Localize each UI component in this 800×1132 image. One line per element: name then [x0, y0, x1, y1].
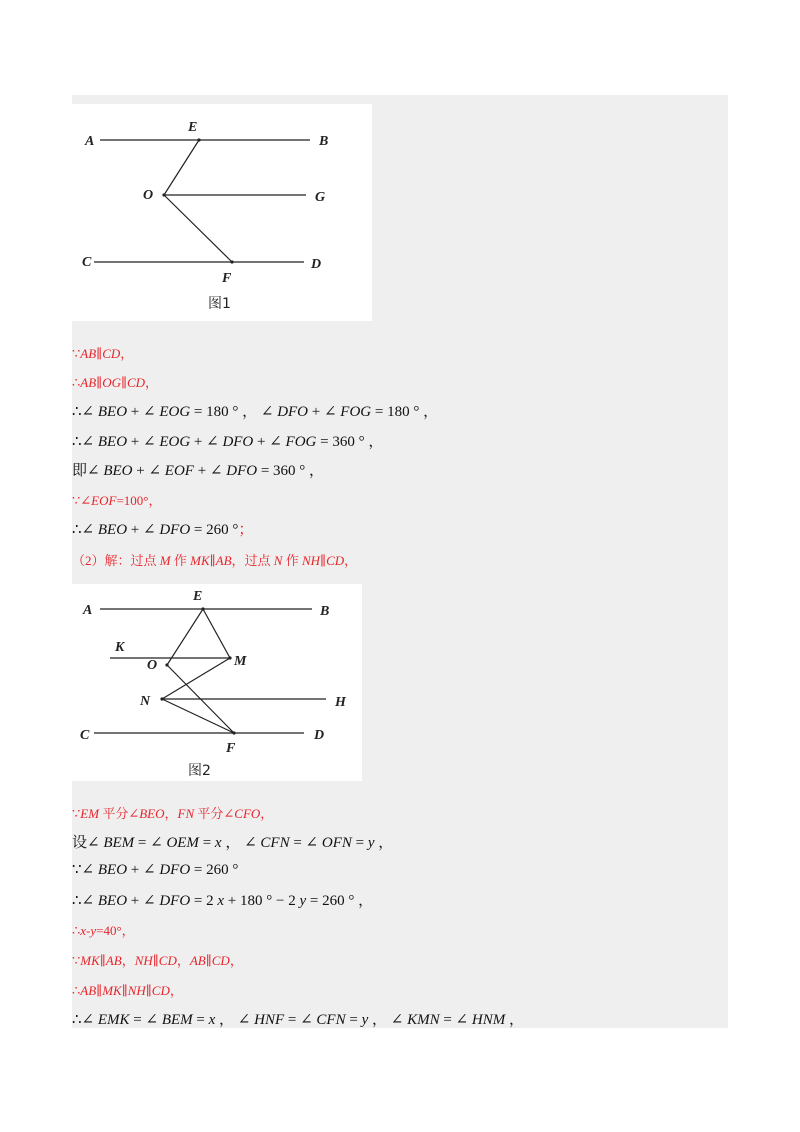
point-e — [197, 138, 200, 141]
solution-line-4: ∴∠ BEO + ∠ EOG + ∠ DFO + ∠ FOG = 360 ° ， — [72, 434, 384, 450]
label-k: K — [115, 640, 125, 655]
label-e: E — [193, 589, 203, 604]
label-h: H — [335, 695, 346, 710]
label-b: B — [319, 134, 329, 149]
solution-line-12: ∴∠ BEO + ∠ DFO = 2 x + 180 ° − 2 y = 260 ° ， — [72, 893, 374, 909]
solution-line-3: ∴∠ BEO + ∠ EOG = 180 ° ， ∠ DFO + ∠ FOG = 180 ° ， — [72, 404, 439, 420]
segment-eo — [164, 140, 199, 195]
label-o: O — [147, 658, 158, 673]
solution-line-10: 设∠ BEM = ∠ OEM = x ， ∠ CFN = ∠ OFN = y ， — [72, 835, 394, 851]
solution-line-15: ∴AB∥MK∥NH∥CD， — [72, 983, 183, 998]
segment-nf — [162, 699, 234, 733]
point-o — [162, 193, 165, 196]
point-m — [228, 656, 231, 659]
point-f — [230, 260, 233, 263]
solution-line-16: ∴∠ EMK = ∠ BEM = x ， ∠ HNF = ∠ CFN = y ， ∠ KMN = ∠ HNM ， — [72, 1012, 524, 1028]
label-c: C — [80, 728, 90, 743]
label-c: C — [82, 255, 92, 270]
label-e: E — [188, 120, 198, 135]
figure-1 — [72, 104, 372, 321]
label-o: O — [143, 188, 154, 203]
solution-line-6: ∵∠EOF=100°， — [72, 493, 162, 508]
segment-em — [203, 609, 230, 658]
label-d: D — [311, 257, 322, 272]
figure-2 — [72, 584, 362, 781]
point-e — [201, 607, 204, 610]
point-f — [232, 731, 235, 734]
solution-line-13: ∴x-y=40°， — [72, 923, 135, 938]
label-a: A — [85, 134, 95, 149]
solution-line-8: （2）解：过点 M 作 MK∥AB，过点 N 作 NH∥CD， — [72, 553, 358, 568]
figure-2-diagram — [72, 584, 362, 781]
point-n — [160, 697, 163, 700]
label-b: B — [320, 604, 330, 619]
segment-eo — [167, 609, 203, 665]
label-d: D — [314, 728, 325, 743]
label-f: F — [222, 271, 232, 286]
label-n: N — [140, 694, 151, 709]
point-o — [165, 663, 168, 666]
figure-1-diagram — [72, 104, 372, 321]
solution-line-11: ∵∠ BEO + ∠ DFO = 260 ° — [72, 862, 239, 878]
solution-line-5: 即∠ BEO + ∠ EOF + ∠ DFO = 360 ° ， — [72, 463, 325, 479]
figure-2-caption: 图2 — [188, 763, 211, 779]
segment-mn — [162, 658, 230, 699]
label-a: A — [83, 603, 93, 618]
solution-line-7: ∴∠ BEO + ∠ DFO = 260 °； — [72, 522, 254, 538]
segment-of — [164, 195, 232, 262]
label-f: F — [226, 741, 236, 756]
label-m: M — [234, 654, 247, 669]
solution-line-9: ∵EM 平分∠BEO，FN 平分∠CFO， — [72, 806, 274, 821]
figure-1-caption: 图1 — [208, 296, 231, 312]
label-g: G — [315, 190, 326, 205]
solution-line-14: ∵MK∥AB，NH∥CD，AB∥CD， — [72, 953, 243, 968]
solution-line-2: ∴AB∥OG∥CD， — [72, 375, 159, 390]
solution-line-1: ∵AB∥CD， — [72, 346, 134, 361]
